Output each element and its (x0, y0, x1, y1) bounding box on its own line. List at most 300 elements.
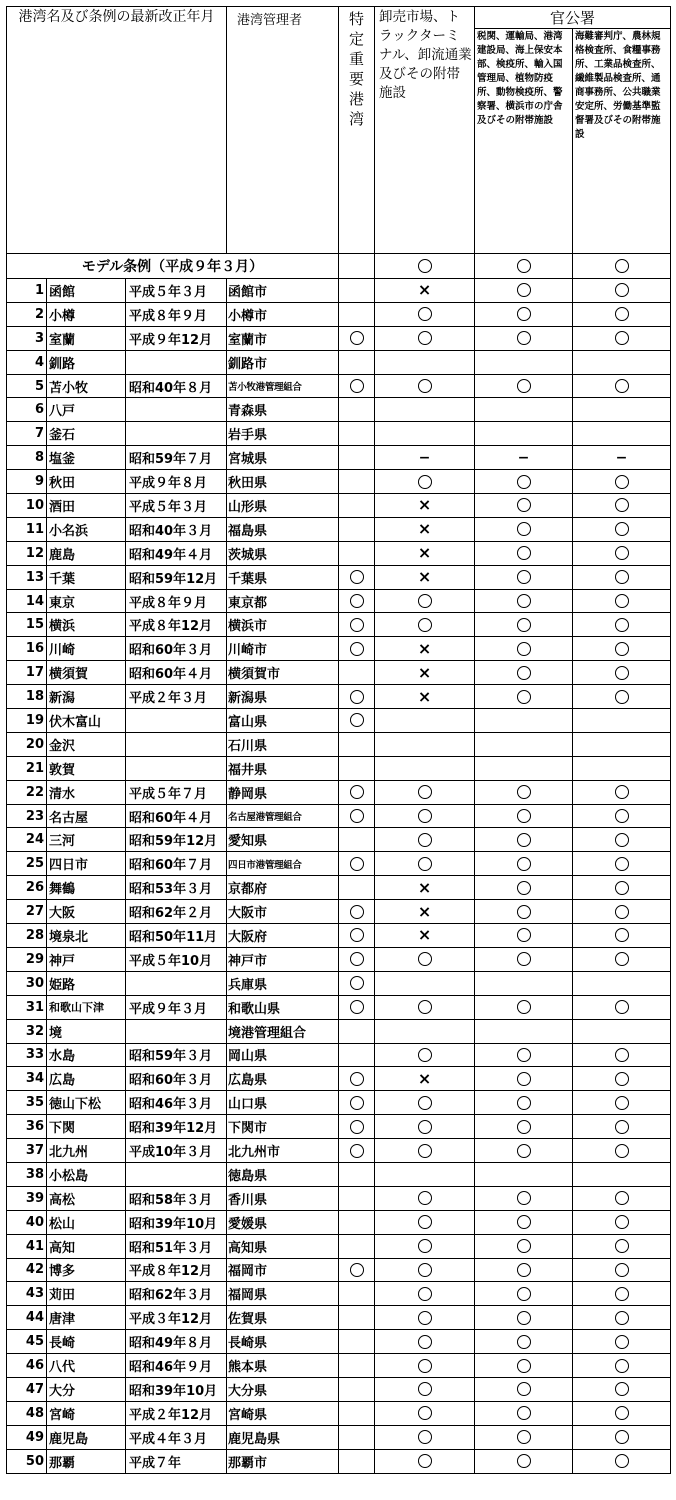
kan-b-mark (573, 1139, 671, 1163)
circle-mark (350, 594, 364, 608)
tokutei-mark (339, 1377, 375, 1401)
tokutei-mark (339, 1306, 375, 1330)
row-number: 8 (7, 446, 47, 470)
row-number: 3 (7, 326, 47, 350)
kan-a-mark (475, 350, 573, 374)
row-number: 4 (7, 350, 47, 374)
kan-b-mark (573, 350, 671, 374)
table-row (7, 1186, 671, 1210)
port-manager: 室蘭市 (227, 326, 339, 350)
kan-a-mark (475, 1115, 573, 1139)
port-name: 敦賀 (47, 756, 126, 780)
table-row (7, 398, 671, 422)
oroshi-mark (375, 828, 475, 852)
circle-mark (517, 905, 531, 919)
port-name: 大分 (47, 1377, 126, 1401)
kan-b-mark (573, 971, 671, 995)
kan-b-mark (573, 279, 671, 303)
circle-mark (615, 1335, 629, 1349)
tokutei-mark (339, 302, 375, 326)
row-number: 13 (7, 565, 47, 589)
tokutei-mark (339, 1425, 375, 1449)
circle-mark (517, 1311, 531, 1325)
cross-mark: × (417, 1068, 432, 1088)
header-manager-label: 港湾管理者 (237, 13, 303, 28)
table-row (7, 1210, 671, 1234)
tokutei-mark (339, 924, 375, 948)
tokutei-mark (339, 494, 375, 518)
port-name: 塩釜 (47, 446, 126, 470)
row-number: 28 (7, 924, 47, 948)
table-row (7, 924, 671, 948)
circle-mark (418, 1144, 432, 1158)
row-number: 40 (7, 1210, 47, 1234)
oroshi-mark (375, 422, 475, 446)
kan-a-mark (475, 589, 573, 613)
port-name: 舞鶴 (47, 876, 126, 900)
port-manager: 兵庫県 (227, 971, 339, 995)
row-number: 23 (7, 804, 47, 828)
port-name: 釧路 (47, 350, 126, 374)
circle-mark (517, 498, 531, 512)
port-name: 名古屋 (47, 804, 126, 828)
oroshi-mark (375, 398, 475, 422)
ordinance-date: 昭和60年４月 (126, 804, 227, 828)
cross-mark: × (417, 877, 432, 897)
circle-mark (615, 1215, 629, 1229)
kan-a-mark (475, 1306, 573, 1330)
tokutei-mark (339, 1234, 375, 1258)
table-row (7, 780, 671, 804)
oroshi-mark (375, 1067, 475, 1091)
kan-b-mark (573, 1091, 671, 1115)
oroshi-mark (375, 1115, 475, 1139)
port-manager: 秋田県 (227, 470, 339, 494)
port-manager: 岩手県 (227, 422, 339, 446)
circle-mark (418, 1120, 432, 1134)
kan-b-mark (573, 1210, 671, 1234)
header-oroshi (375, 7, 475, 254)
circle-mark (615, 1096, 629, 1110)
kan-b-mark (573, 1043, 671, 1067)
port-name: 下関 (47, 1115, 126, 1139)
circle-mark (418, 1215, 432, 1229)
oroshi-mark (375, 685, 475, 709)
circle-mark (615, 1120, 629, 1134)
kan-a-mark (475, 446, 573, 470)
tokutei-mark (339, 1186, 375, 1210)
tokutei-mark (339, 995, 375, 1019)
model-row (7, 254, 671, 279)
kan-b-mark (573, 1162, 671, 1186)
ordinance-date (126, 1162, 227, 1186)
circle-mark (418, 857, 432, 871)
row-number: 41 (7, 1234, 47, 1258)
table-row (7, 876, 671, 900)
table-row (7, 1449, 671, 1473)
table-row (7, 1306, 671, 1330)
port-manager: 富山県 (227, 709, 339, 733)
port-manager: 愛媛県 (227, 1210, 339, 1234)
tokutei-mark (339, 565, 375, 589)
port-name: 広島 (47, 1067, 126, 1091)
circle-mark (517, 690, 531, 704)
table-row (7, 302, 671, 326)
kan-b-mark (573, 517, 671, 541)
tokutei-mark (339, 685, 375, 709)
circle-mark (418, 1287, 432, 1301)
kan-b-mark (573, 924, 671, 948)
circle-mark (350, 785, 364, 799)
table-row (7, 589, 671, 613)
kan-b-mark (573, 852, 671, 876)
circle-mark (615, 905, 629, 919)
port-name: 横須賀 (47, 661, 126, 685)
ordinance-date: 昭和59年７月 (126, 446, 227, 470)
table-row (7, 1115, 671, 1139)
circle-mark (615, 1239, 629, 1253)
port-name: 金沢 (47, 732, 126, 756)
tokutei-mark (339, 1449, 375, 1473)
row-number: 7 (7, 422, 47, 446)
kan-a-mark (475, 565, 573, 589)
ordinance-date (126, 971, 227, 995)
tokutei-mark (339, 780, 375, 804)
tokutei-mark (339, 1282, 375, 1306)
header-port-label: 港湾名及び条例の最新改正年月 (18, 9, 215, 25)
port-manager: 香川県 (227, 1186, 339, 1210)
circle-mark (517, 307, 531, 321)
circle-mark (418, 833, 432, 847)
row-number: 9 (7, 470, 47, 494)
port-manager: 愛知県 (227, 828, 339, 852)
port-manager: 熊本県 (227, 1354, 339, 1378)
port-manager: 横須賀市 (227, 661, 339, 685)
circle-mark (418, 785, 432, 799)
kan-a-mark (475, 780, 573, 804)
cross-mark: × (417, 686, 432, 706)
tokutei-mark (339, 804, 375, 828)
kan-b-mark (573, 1401, 671, 1425)
cross-mark: × (417, 925, 432, 945)
circle-mark (615, 379, 629, 393)
row-number: 27 (7, 900, 47, 924)
table-row (7, 804, 671, 828)
ordinance-date: 昭和60年３月 (126, 1067, 227, 1091)
row-number: 35 (7, 1091, 47, 1115)
oroshi-mark (375, 1282, 475, 1306)
model-kan-b (573, 254, 671, 279)
kan-a-mark (475, 804, 573, 828)
circle-mark (517, 1287, 531, 1301)
kan-b-mark (573, 1019, 671, 1043)
ordinance-date: 昭和60年３月 (126, 637, 227, 661)
circle-mark (418, 618, 432, 632)
tokutei-mark (339, 1330, 375, 1354)
circle-mark (350, 905, 364, 919)
oroshi-mark (375, 1091, 475, 1115)
row-number: 22 (7, 780, 47, 804)
circle-mark (517, 522, 531, 536)
circle-mark (615, 833, 629, 847)
oroshi-mark (375, 350, 475, 374)
port-name: 小樽 (47, 302, 126, 326)
port-name: 鹿児島 (47, 1425, 126, 1449)
tokutei-mark (339, 852, 375, 876)
kan-b-mark (573, 1377, 671, 1401)
row-number: 31 (7, 995, 47, 1019)
kan-b-mark (573, 470, 671, 494)
circle-mark (517, 1406, 531, 1420)
circle-mark (418, 1430, 432, 1444)
circle-mark (615, 881, 629, 895)
port-manager: 長崎県 (227, 1330, 339, 1354)
circle-mark (350, 690, 364, 704)
port-manager: 函館市 (227, 279, 339, 303)
kan-b-mark (573, 1425, 671, 1449)
kan-b-mark (573, 565, 671, 589)
ordinance-date: 昭和59年12月 (126, 565, 227, 589)
port-manager: 小樽市 (227, 302, 339, 326)
header-manager (227, 7, 339, 254)
ordinance-date: 平成８年９月 (126, 589, 227, 613)
ordinance-date (126, 350, 227, 374)
circle-mark (517, 881, 531, 895)
kan-a-mark (475, 326, 573, 350)
circle-mark (517, 1359, 531, 1373)
port-manager: 山形県 (227, 494, 339, 518)
kan-a-mark (475, 613, 573, 637)
kan-a-mark (475, 732, 573, 756)
table-row (7, 541, 671, 565)
table-row (7, 470, 671, 494)
circle-mark (615, 570, 629, 584)
circle-mark (615, 283, 629, 297)
kan-b-mark (573, 541, 671, 565)
circle-mark (615, 546, 629, 560)
circle-mark (517, 833, 531, 847)
oroshi-mark (375, 1330, 475, 1354)
port-manager: 神戸市 (227, 947, 339, 971)
model-oroshi (375, 254, 475, 279)
table-row (7, 517, 671, 541)
table-row (7, 350, 671, 374)
kan-b-mark (573, 1186, 671, 1210)
port-name: 水島 (47, 1043, 126, 1067)
oroshi-mark (375, 637, 475, 661)
table-row (7, 709, 671, 733)
ordinance-date: 昭和60年４月 (126, 661, 227, 685)
tokutei-mark (339, 1210, 375, 1234)
kan-b-mark (573, 780, 671, 804)
row-number: 25 (7, 852, 47, 876)
circle-mark (418, 1382, 432, 1396)
header-kankosho (475, 7, 671, 29)
table-row (7, 971, 671, 995)
tokutei-mark (339, 446, 375, 470)
circle-mark (350, 379, 364, 393)
oroshi-mark (375, 517, 475, 541)
tokutei-mark (339, 398, 375, 422)
cross-mark: × (417, 638, 432, 658)
port-name: 新潟 (47, 685, 126, 709)
kan-a-mark (475, 398, 573, 422)
kan-b-mark (573, 422, 671, 446)
kan-b-mark (573, 1449, 671, 1473)
circle-mark (418, 1239, 432, 1253)
circle-mark (615, 498, 629, 512)
kan-a-mark (475, 374, 573, 398)
port-manager: 那覇市 (227, 1449, 339, 1473)
kan-b-mark (573, 947, 671, 971)
kan-b-mark (573, 302, 671, 326)
circle-mark (418, 259, 432, 273)
port-manager: 下関市 (227, 1115, 339, 1139)
circle-mark (615, 690, 629, 704)
circle-mark (418, 1096, 432, 1110)
oroshi-mark (375, 1258, 475, 1282)
oroshi-mark (375, 924, 475, 948)
circle-mark (517, 1430, 531, 1444)
port-manager: 釧路市 (227, 350, 339, 374)
row-number: 50 (7, 1449, 47, 1473)
circle-mark (350, 331, 364, 345)
row-number: 14 (7, 589, 47, 613)
kan-b-mark (573, 1306, 671, 1330)
oroshi-mark (375, 1401, 475, 1425)
tokutei-mark (339, 971, 375, 995)
row-number: 6 (7, 398, 47, 422)
circle-mark (615, 1263, 629, 1277)
circle-mark (615, 1287, 629, 1301)
table-row (7, 1234, 671, 1258)
tokutei-mark (339, 1067, 375, 1091)
port-name: 苫小牧 (47, 374, 126, 398)
table-row (7, 661, 671, 685)
row-number: 11 (7, 517, 47, 541)
header-kan-b-label: 海難審判庁、農林規格検査所、食糧事務所、工業品検査所、繊維製品検査所、通商事務所、公共職業安定所、労働基準監督署及びその附帯施設 (575, 31, 661, 140)
oroshi-mark (375, 1162, 475, 1186)
circle-mark (418, 1359, 432, 1373)
oroshi-mark (375, 971, 475, 995)
port-name: 徳山下松 (47, 1091, 126, 1115)
circle-mark (418, 307, 432, 321)
oroshi-mark (375, 446, 475, 470)
port-name: 長崎 (47, 1330, 126, 1354)
port-ordinance-table (6, 6, 671, 1474)
circle-mark (517, 379, 531, 393)
port-name: 境泉北 (47, 924, 126, 948)
circle-mark (350, 618, 364, 632)
kan-b-mark (573, 446, 671, 470)
circle-mark (350, 1263, 364, 1277)
ordinance-date: 平成９年３月 (126, 995, 227, 1019)
dash-mark: − (615, 449, 628, 466)
kan-b-mark (573, 661, 671, 685)
table-row (7, 852, 671, 876)
tokutei-mark (339, 422, 375, 446)
ordinance-date: 昭和39年10月 (126, 1210, 227, 1234)
oroshi-mark (375, 995, 475, 1019)
kan-b-mark (573, 1282, 671, 1306)
kan-a-mark (475, 1067, 573, 1091)
circle-mark (350, 642, 364, 656)
port-name: 高知 (47, 1234, 126, 1258)
header-port (7, 7, 227, 254)
port-name: 秋田 (47, 470, 126, 494)
tokutei-mark (339, 1354, 375, 1378)
port-name: 函館 (47, 279, 126, 303)
circle-mark (615, 809, 629, 823)
cross-mark: × (417, 901, 432, 921)
kan-a-mark (475, 995, 573, 1019)
circle-mark (517, 952, 531, 966)
port-name: 境 (47, 1019, 126, 1043)
oroshi-mark (375, 565, 475, 589)
circle-mark (418, 809, 432, 823)
oroshi-mark (375, 470, 475, 494)
kan-a-mark (475, 971, 573, 995)
circle-mark (517, 1120, 531, 1134)
port-manager: 青森県 (227, 398, 339, 422)
ordinance-date (126, 732, 227, 756)
circle-mark (615, 952, 629, 966)
ordinance-date: 平成３年12月 (126, 1306, 227, 1330)
header-kan-a (475, 29, 573, 254)
table-row (7, 565, 671, 589)
tokutei-mark (339, 828, 375, 852)
port-name: 神戸 (47, 947, 126, 971)
port-name: 清水 (47, 780, 126, 804)
circle-mark (350, 1144, 364, 1158)
circle-mark (350, 976, 364, 990)
ordinance-date: 昭和59年12月 (126, 828, 227, 852)
oroshi-mark (375, 1234, 475, 1258)
table-row (7, 422, 671, 446)
kan-a-mark (475, 1019, 573, 1043)
kan-b-mark (573, 756, 671, 780)
table-row (7, 1091, 671, 1115)
ordinance-date: 昭和49年８月 (126, 1330, 227, 1354)
tokutei-mark (339, 279, 375, 303)
row-number: 26 (7, 876, 47, 900)
circle-mark (615, 259, 629, 273)
circle-mark (517, 1263, 531, 1277)
row-number: 2 (7, 302, 47, 326)
circle-mark (517, 594, 531, 608)
kan-b-mark (573, 1330, 671, 1354)
table-row (7, 1139, 671, 1163)
tokutei-mark (339, 947, 375, 971)
circle-mark (418, 1000, 432, 1014)
port-manager: 福島県 (227, 517, 339, 541)
table-row (7, 613, 671, 637)
kan-b-mark (573, 326, 671, 350)
circle-mark (350, 1072, 364, 1086)
row-number: 32 (7, 1019, 47, 1043)
ordinance-date (126, 756, 227, 780)
port-manager: 福岡市 (227, 1258, 339, 1282)
kan-a-mark (475, 661, 573, 685)
oroshi-mark (375, 709, 475, 733)
tokutei-mark (339, 589, 375, 613)
oroshi-mark (375, 1306, 475, 1330)
kan-b-mark (573, 828, 671, 852)
ordinance-date: 昭和39年10月 (126, 1377, 227, 1401)
kan-a-mark (475, 1186, 573, 1210)
port-manager: 宮城県 (227, 446, 339, 470)
row-number: 44 (7, 1306, 47, 1330)
